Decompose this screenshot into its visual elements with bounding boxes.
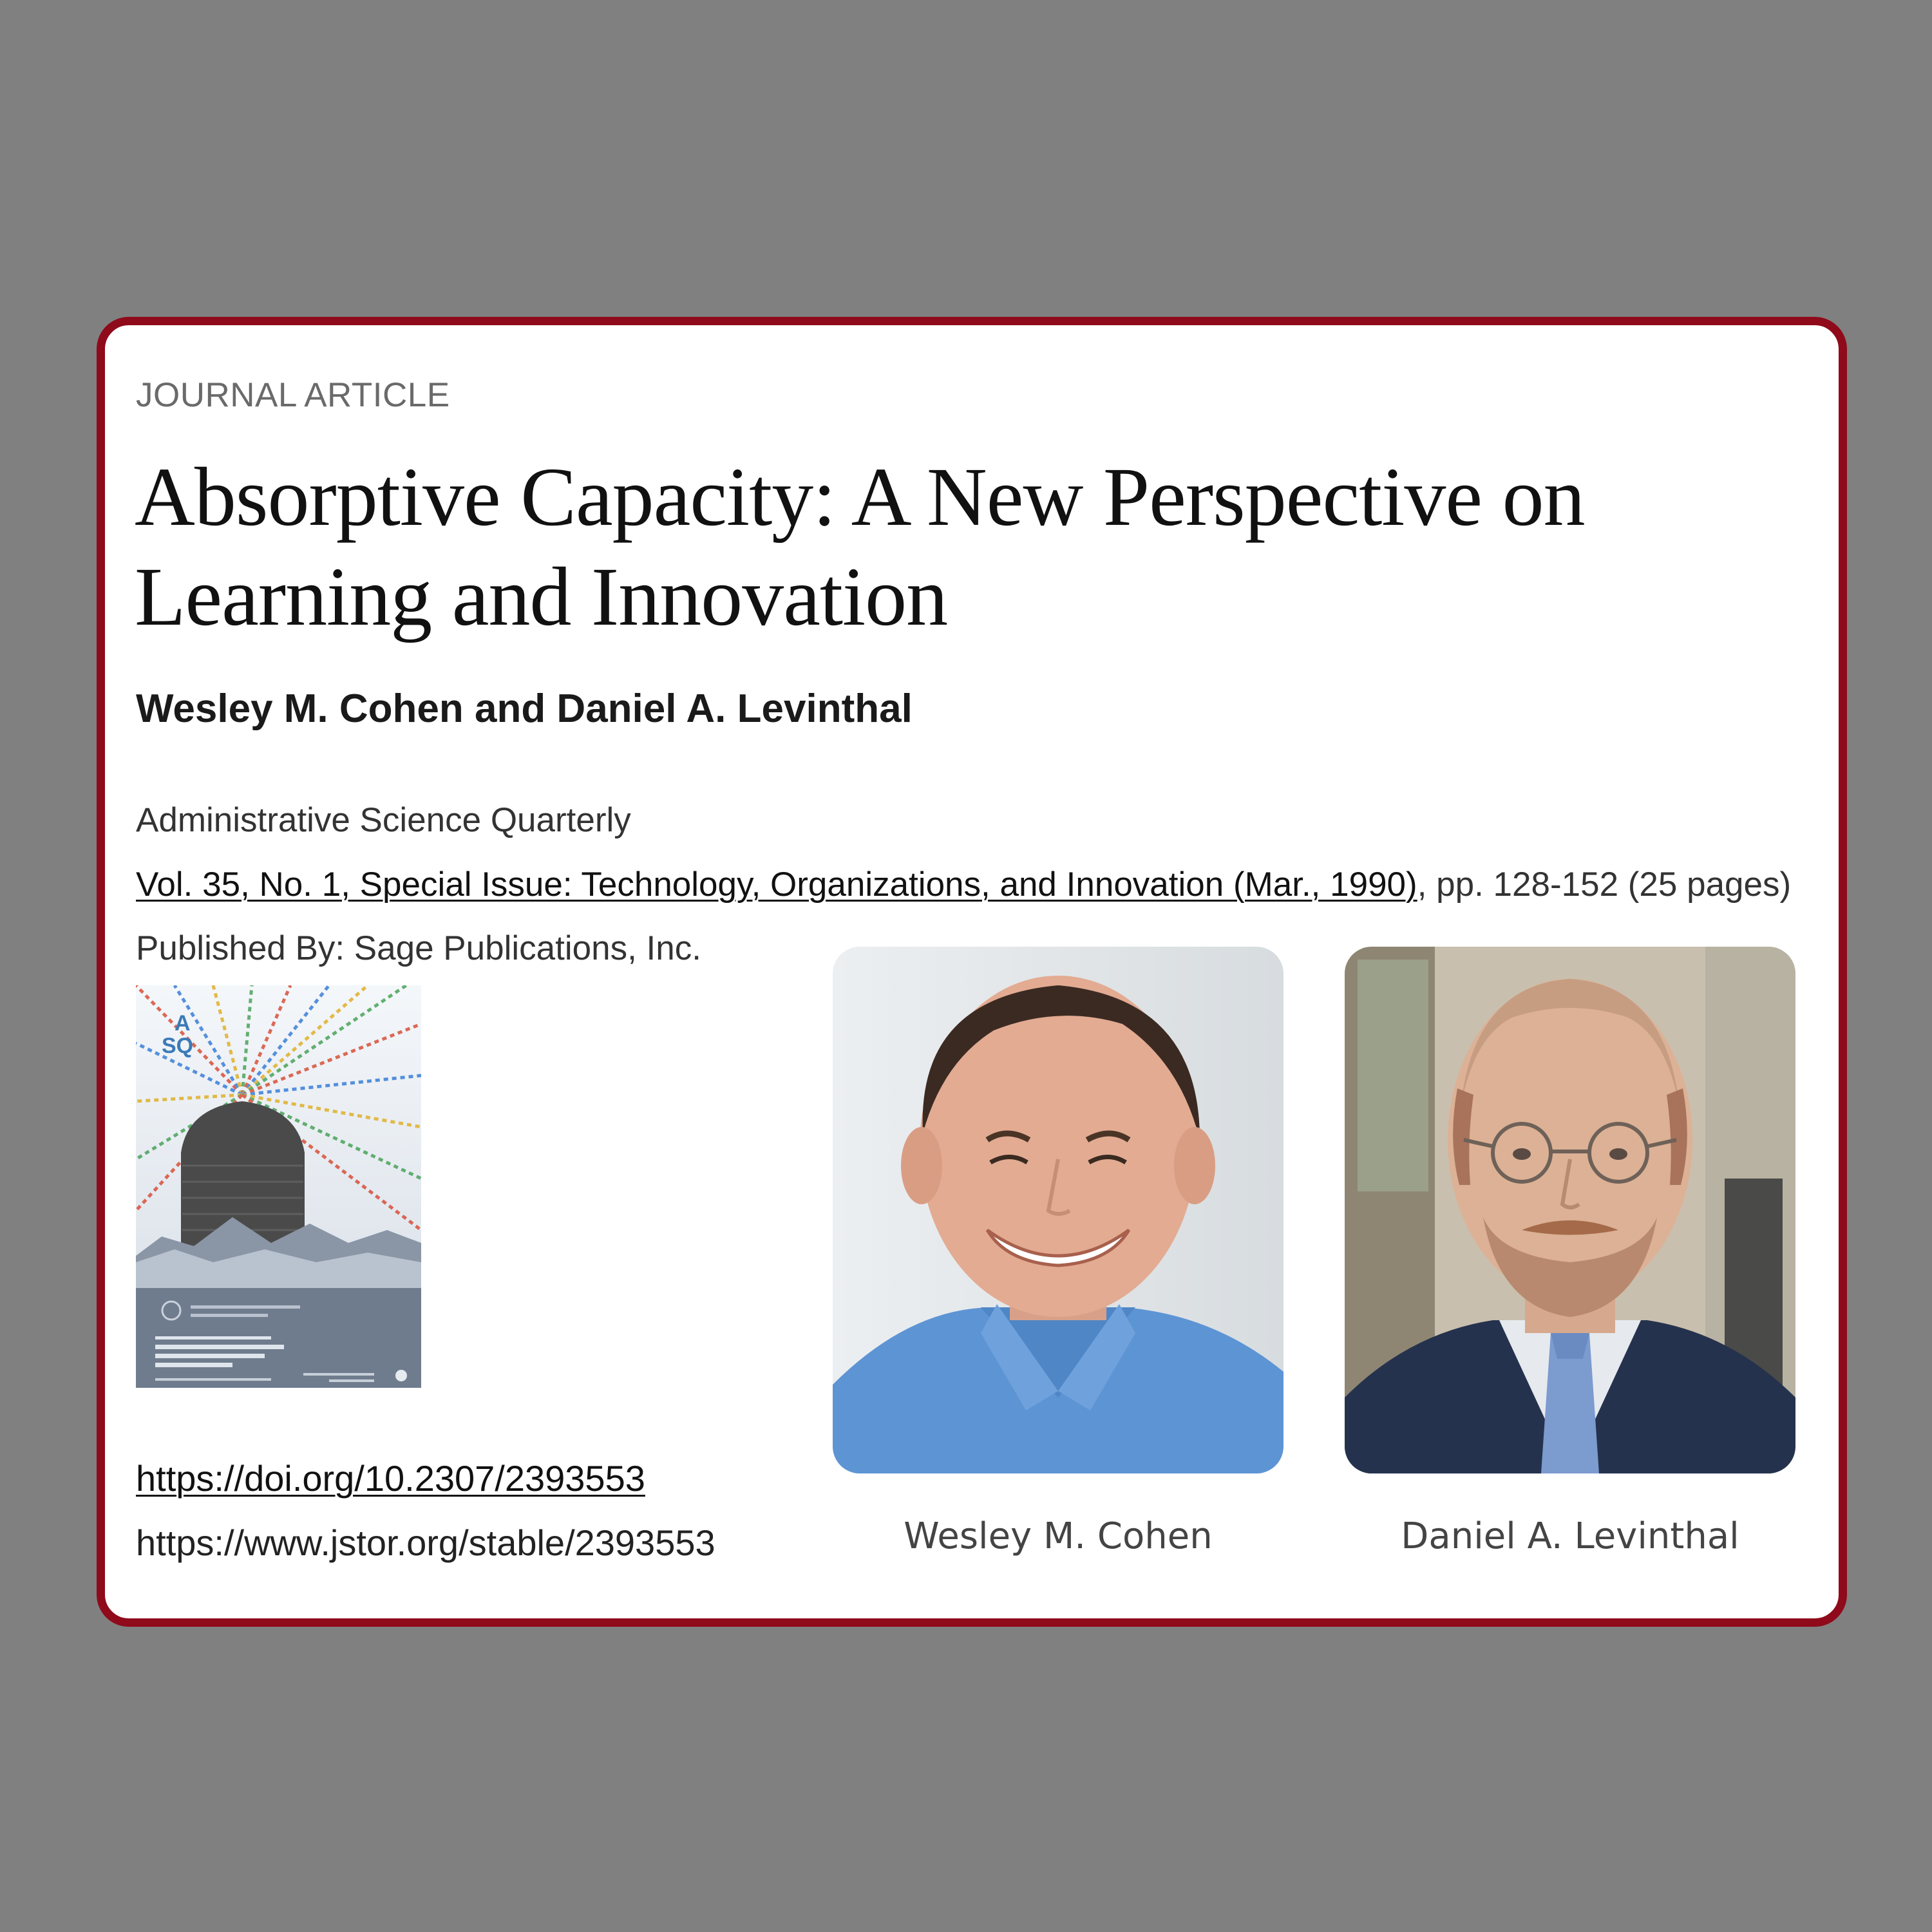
svg-text:A: A bbox=[175, 1011, 191, 1036]
author-portrait-cohen bbox=[833, 947, 1283, 1473]
journal-cover-image[interactable] bbox=[136, 985, 421, 1388]
page-range: , pp. 128-152 (25 pages) bbox=[1417, 866, 1792, 904]
author-name-levinthal: Daniel A. Levinthal bbox=[1401, 1515, 1739, 1557]
publisher: Published By: Sage Publications, Inc. bbox=[136, 929, 701, 967]
article-card bbox=[97, 317, 1847, 1627]
author-photo-cohen bbox=[833, 947, 1283, 1473]
doi-link[interactable]: https://doi.org/10.2307/2393553 bbox=[136, 1458, 645, 1499]
author-photo-levinthal bbox=[1345, 947, 1795, 1473]
article-title: Absorptive Capacity: A New Perspective on Learning and Innovation bbox=[135, 451, 1585, 643]
journal-cover-art bbox=[136, 985, 421, 1388]
issue-info bbox=[136, 865, 1791, 904]
article-authors: Wesley M. Cohen and Daniel A. Levinthal bbox=[136, 687, 913, 731]
svg-text:SQ: SQ bbox=[162, 1034, 194, 1058]
journal-name: Administrative Science Quarterly bbox=[136, 801, 631, 839]
author-portrait-levinthal bbox=[1345, 947, 1795, 1473]
issue-link[interactable]: Vol. 35, No. 1, Special Issue: Technology, Organizations, and Innovation (Mar., 1990) bbox=[136, 866, 1417, 904]
article-type-label: JOURNAL ARTICLE bbox=[136, 376, 450, 414]
stable-url: https://www.jstor.org/stable/2393553 bbox=[136, 1522, 715, 1563]
author-name-cohen: Wesley M. Cohen bbox=[904, 1515, 1213, 1557]
